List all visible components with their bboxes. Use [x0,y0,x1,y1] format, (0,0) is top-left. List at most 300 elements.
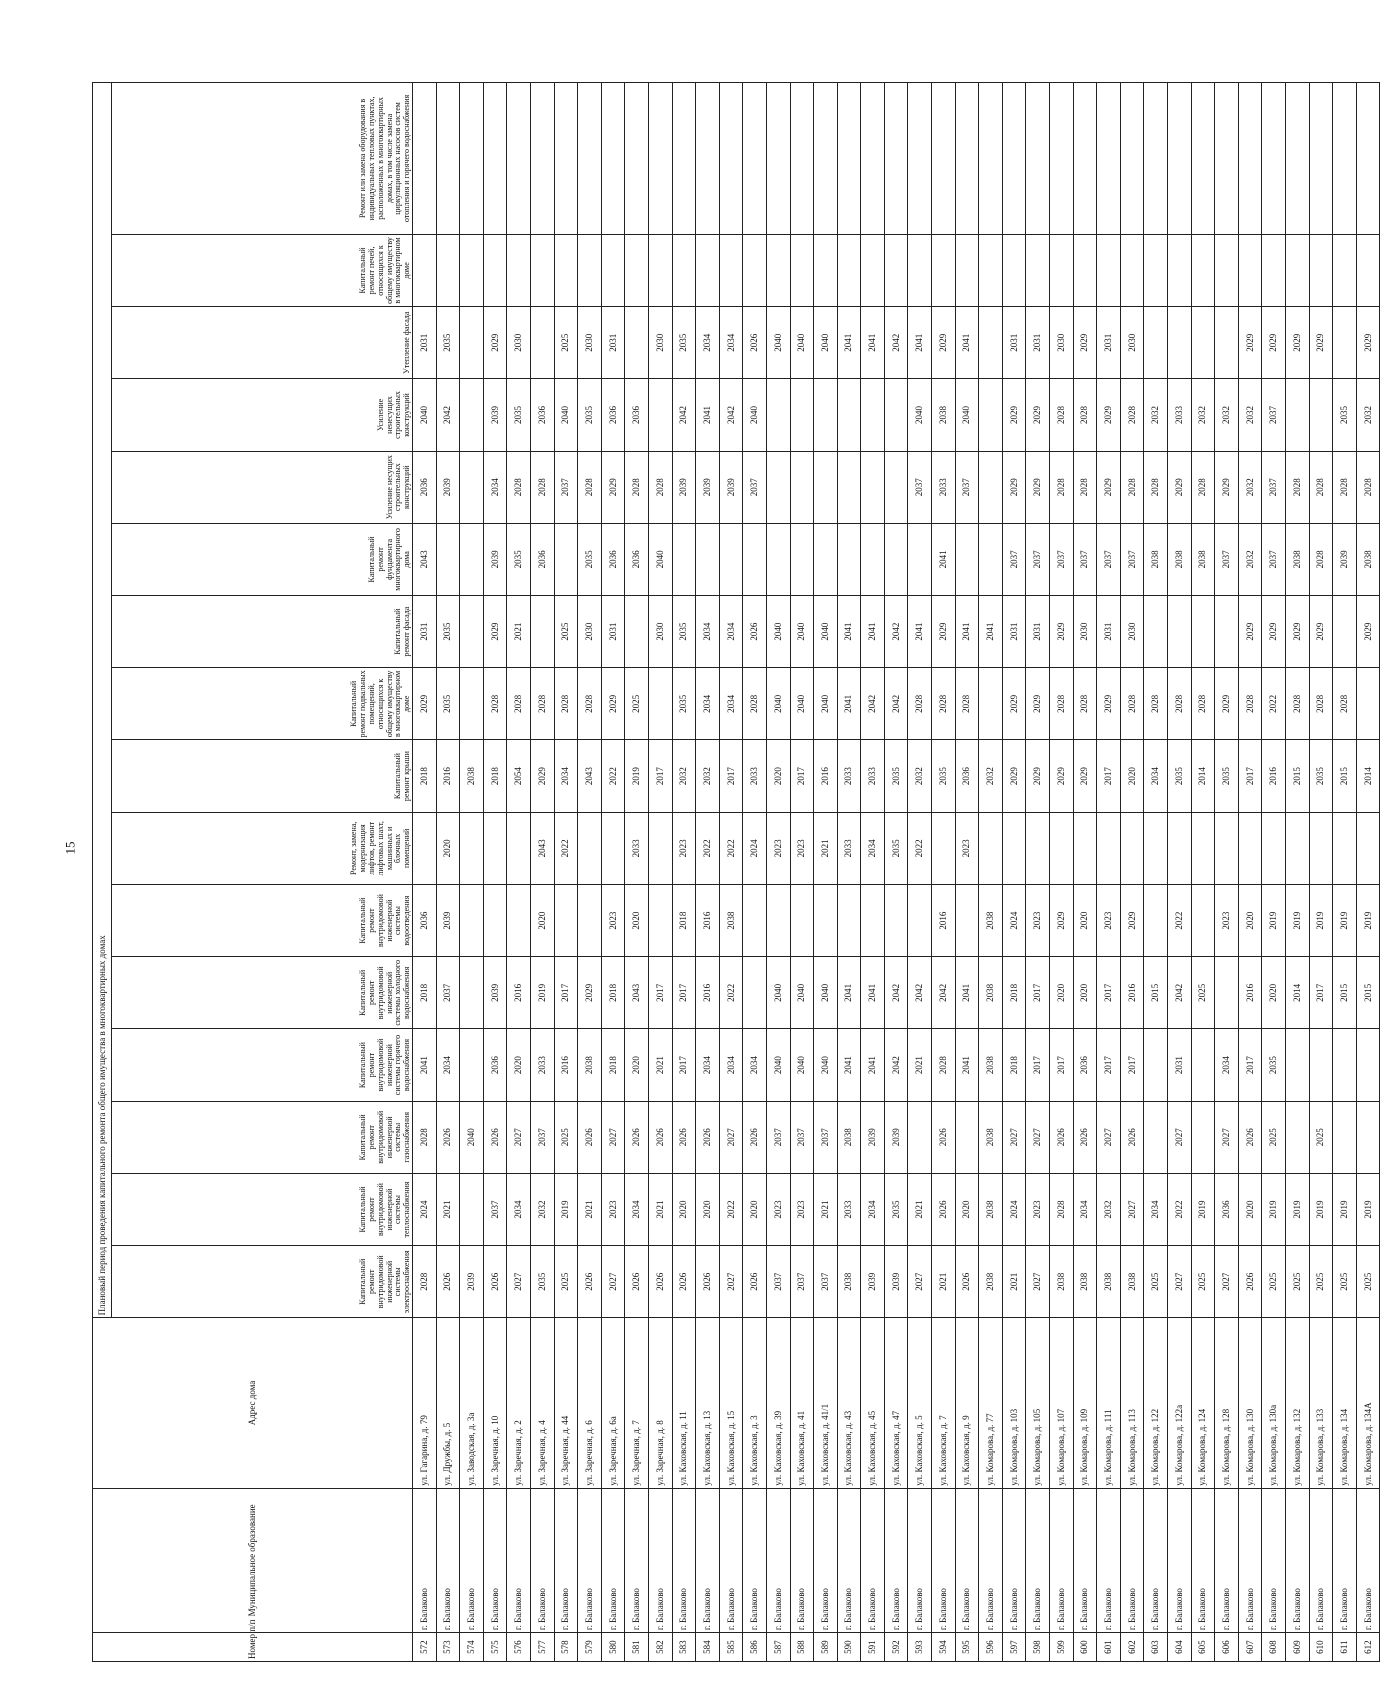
row-year-cell: 2028 [1333,668,1357,740]
row-year-cell: 2020 [625,884,649,956]
row-year-cell [1144,1101,1168,1173]
row-year-cell: 2029 [932,596,956,668]
row-year-cell: 2028 [1120,451,1144,523]
row-year-cell: 2028 [908,668,932,740]
row-year-cell [460,812,484,884]
row-year-cell: 2029 [1238,307,1262,379]
row-year-cell: 2029 [1050,596,1074,668]
row-year-cell: 2020 [1238,1173,1262,1245]
row-year-cell: 2036 [1073,1029,1097,1101]
row-year-cell: 2029 [601,451,625,523]
row-year-cell: 2022 [1262,668,1286,740]
row-year-cell: 2017 [1238,1029,1262,1101]
row-address: ул. Комарова, д. 128 [1215,1318,1239,1488]
row-year-cell [436,523,460,595]
row-year-cell: 2033 [837,812,861,884]
row-municipality: г. Балаково [1333,1488,1357,1632]
page-number: 15 [62,841,78,855]
row-number: 585 [719,1633,743,1662]
row-year-cell: 2017 [1238,740,1262,812]
table-row [719,83,743,1662]
row-year-cell [460,307,484,379]
row-year-cell: 2033 [530,1029,554,1101]
row-year-cell: 2027 [507,1101,531,1173]
row-year-cell: 2034 [1144,1173,1168,1245]
row-year-cell [625,596,649,668]
row-year-cell: 2039 [672,451,696,523]
row-year-cell: 2026 [1050,1101,1074,1173]
row-year-cell: 2016 [1262,740,1286,812]
row-year-cell: 2017 [1097,740,1121,812]
row-year-cell: 2028 [955,668,979,740]
row-year-cell: 2029 [1238,596,1262,668]
row-year-cell [413,812,437,884]
row-year-cell: 2043 [578,740,602,812]
row-number: 584 [696,1633,720,1662]
row-year-cell: 2020 [1073,884,1097,956]
row-year-cell: 2038 [1356,523,1380,595]
table-row [861,83,885,1662]
row-year-cell: 2040 [766,668,790,740]
row-year-cell: 2034 [1144,740,1168,812]
row-year-cell [1026,812,1050,884]
row-year-cell: 2017 [719,740,743,812]
row-municipality: г. Балаково [908,1488,932,1632]
row-year-cell: 2040 [814,1029,838,1101]
header-column [112,596,413,668]
row-year-cell: 2038 [979,1246,1003,1318]
row-year-cell: 2031 [1097,596,1121,668]
row-year-cell [837,523,861,595]
row-year-cell: 2037 [814,1246,838,1318]
row-address: ул. Каховская, д. 47 [884,1318,908,1488]
row-municipality: г. Балаково [507,1488,531,1632]
row-year-cell: 2030 [1120,307,1144,379]
row-year-cell: 2021 [814,1173,838,1245]
row-year-cell [979,307,1003,379]
row-year-cell [696,234,720,306]
row-address: ул. Комарова, д. 77 [979,1318,1003,1488]
row-year-cell: 2028 [625,451,649,523]
row-year-cell: 2029 [1215,451,1239,523]
row-address: ул. Заречная, д. 7 [625,1318,649,1488]
row-year-cell [554,83,578,235]
row-year-cell: 2040 [554,379,578,451]
row-year-cell: 2040 [790,1029,814,1101]
row-year-cell: 2020 [507,1029,531,1101]
table-row [1333,83,1357,1662]
header-column-label: Капитальный ремонт фасада [393,606,412,657]
header-column-label: Капитальный ремонт внутридомовой инженерной системы горячего водоснабжения [358,1034,412,1096]
row-year-cell [578,83,602,235]
row-year-cell: 2037 [790,1101,814,1173]
row-municipality: г. Балаково [719,1488,743,1632]
header-column-label: Ремонт, замена, модернизация лифтов, ремонт лифтовых шахт, машинных и блочных помещений [349,821,412,876]
row-number: 603 [1144,1633,1168,1662]
row-year-cell: 2035 [672,668,696,740]
row-year-cell: 2027 [1215,1246,1239,1318]
row-number: 601 [1097,1633,1121,1662]
row-year-cell: 2029 [1120,884,1144,956]
row-year-cell [460,523,484,595]
row-year-cell [766,451,790,523]
row-year-cell: 2041 [861,307,885,379]
row-address: ул. Гагарина, д. 79 [413,1318,437,1488]
row-year-cell [578,234,602,306]
row-year-cell: 2029 [1026,451,1050,523]
table-row [436,83,460,1662]
row-address: ул. Комарова, д. 122а [1168,1318,1192,1488]
row-year-cell: 2042 [672,379,696,451]
row-year-cell: 2030 [578,307,602,379]
row-year-cell: 2023 [601,1173,625,1245]
row-year-cell: 2037 [766,1246,790,1318]
row-year-cell: 2020 [1238,884,1262,956]
row-municipality: г. Балаково [884,1488,908,1632]
row-year-cell: 2031 [413,596,437,668]
row-year-cell: 2022 [601,740,625,812]
row-address: ул. Комарова, д. 132 [1285,1318,1309,1488]
row-year-cell: 2036 [625,379,649,451]
row-year-cell: 2041 [696,379,720,451]
row-year-cell: 2031 [1002,596,1026,668]
row-year-cell [837,83,861,235]
row-year-cell: 2021 [932,1246,956,1318]
row-year-cell: 2038 [1120,1246,1144,1318]
row-year-cell: 2028 [1309,523,1333,595]
row-year-cell [837,234,861,306]
row-year-cell [1144,234,1168,306]
row-year-cell: 2026 [483,1246,507,1318]
row-year-cell: 2028 [1050,379,1074,451]
row-address: ул. Комарова, д. 107 [1050,1318,1074,1488]
header-column [112,451,413,523]
row-municipality: г. Балаково [979,1488,1003,1632]
row-address: ул. Комарова, д. 113 [1120,1318,1144,1488]
row-number: 597 [1002,1633,1026,1662]
row-year-cell [1356,1029,1380,1101]
row-municipality: г. Балаково [1002,1488,1026,1632]
row-year-cell [1333,234,1357,306]
row-year-cell: 2030 [578,596,602,668]
table-row [507,83,531,1662]
row-year-cell: 2040 [743,379,767,451]
row-municipality: г. Балаково [1262,1488,1286,1632]
row-year-cell: 2016 [436,740,460,812]
row-year-cell: 2040 [908,379,932,451]
row-year-cell: 2037 [908,451,932,523]
row-year-cell [601,83,625,235]
row-year-cell: 2028 [1050,451,1074,523]
row-year-cell: 2016 [696,884,720,956]
row-year-cell [1309,379,1333,451]
row-year-cell [554,234,578,306]
row-year-cell [1168,812,1192,884]
row-year-cell [648,379,672,451]
row-year-cell [1333,307,1357,379]
row-year-cell: 2015 [1333,957,1357,1029]
row-year-cell [1215,812,1239,884]
row-year-cell: 2038 [837,1101,861,1173]
row-year-cell [1285,1029,1309,1101]
row-year-cell: 2028 [1285,451,1309,523]
row-number: 607 [1238,1633,1262,1662]
row-year-cell: 2028 [1144,451,1168,523]
row-number: 593 [908,1633,932,1662]
row-municipality: г. Балаково [1120,1488,1144,1632]
row-year-cell: 2016 [507,957,531,1029]
row-number: 611 [1333,1633,1357,1662]
table-row [1191,83,1215,1662]
row-year-cell [1356,812,1380,884]
header-column-label: Утепление фасада [402,311,412,374]
row-address: ул. Каховская, д. 41/1 [814,1318,838,1488]
row-year-cell [861,234,885,306]
row-year-cell [1238,83,1262,235]
row-year-cell [814,379,838,451]
row-year-cell [908,1101,932,1173]
header-column-label: Усиление ненесущих строительных конструкций [375,391,412,439]
row-year-cell: 2032 [1356,379,1380,451]
row-address: ул. Каховская, д. 15 [719,1318,743,1488]
row-year-cell [1168,234,1192,306]
row-year-cell: 2038 [979,884,1003,956]
row-year-cell: 2025 [554,1246,578,1318]
row-address: ул. Заречная, д. 10 [483,1318,507,1488]
row-year-cell: 2028 [530,668,554,740]
table-row [932,83,956,1662]
row-year-cell: 2031 [413,307,437,379]
row-year-cell [554,884,578,956]
table-row [1262,83,1286,1662]
row-year-cell [1120,83,1144,235]
row-year-cell: 2035 [1168,740,1192,812]
row-year-cell: 2020 [1262,957,1286,1029]
row-year-cell: 2038 [1073,1246,1097,1318]
row-number: 578 [554,1633,578,1662]
table-row [837,83,861,1662]
row-year-cell [884,379,908,451]
row-year-cell: 2026 [1073,1101,1097,1173]
row-year-cell [979,83,1003,235]
row-year-cell: 2021 [648,1173,672,1245]
row-year-cell: 2040 [790,596,814,668]
row-year-cell [436,234,460,306]
row-year-cell [1285,83,1309,235]
row-year-cell: 2025 [1309,1101,1333,1173]
row-address: ул. Комарова, д. 124 [1191,1318,1215,1488]
row-number: 581 [625,1633,649,1662]
row-year-cell [1191,812,1215,884]
row-year-cell: 2032 [979,740,1003,812]
row-year-cell: 2026 [625,1101,649,1173]
row-year-cell: 2015 [1144,957,1168,1029]
row-year-cell [1285,234,1309,306]
row-year-cell: 2037 [1002,523,1026,595]
row-year-cell: 2036 [413,451,437,523]
row-year-cell: 2018 [413,740,437,812]
row-year-cell: 2041 [413,1029,437,1101]
row-year-cell: 2038 [1050,1246,1074,1318]
row-year-cell: 2037 [1026,523,1050,595]
row-year-cell [979,523,1003,595]
row-year-cell: 2037 [1120,523,1144,595]
row-year-cell: 2020 [436,812,460,884]
row-year-cell: 2043 [625,957,649,1029]
row-year-cell: 2022 [1168,1173,1192,1245]
row-year-cell: 2039 [861,1246,885,1318]
row-year-cell [1309,83,1333,235]
row-year-cell: 2029 [1026,740,1050,812]
row-year-cell [507,884,531,956]
row-year-cell: 2054 [507,740,531,812]
row-year-cell [1002,234,1026,306]
row-year-cell: 2039 [483,379,507,451]
row-municipality: г. Балаково [1215,1488,1239,1632]
row-address: ул. Заречная, д. 44 [554,1318,578,1488]
row-year-cell: 2019 [530,957,554,1029]
row-year-cell: 2019 [1285,1173,1309,1245]
row-year-cell: 2023 [1026,884,1050,956]
row-year-cell [908,523,932,595]
row-year-cell: 2017 [554,957,578,1029]
table-row [578,83,602,1662]
row-year-cell: 2023 [955,812,979,884]
row-municipality: г. Балаково [955,1488,979,1632]
row-year-cell: 2034 [554,740,578,812]
table-row [955,83,979,1662]
row-year-cell [530,596,554,668]
row-year-cell [1333,1101,1357,1173]
row-year-cell: 2036 [530,379,554,451]
header-column-label: Капитальный ремонт внутридомовой инженерной системы теплоснабжения [358,1181,412,1238]
row-year-cell: 2034 [743,1029,767,1101]
row-year-cell: 2029 [1097,451,1121,523]
row-year-cell [648,668,672,740]
row-year-cell: 2021 [648,1029,672,1101]
row-year-cell [861,523,885,595]
row-year-cell [1333,1029,1357,1101]
row-year-cell [483,234,507,306]
header-column-label: Капитальный ремонт крыши [393,751,412,802]
table-row [1168,83,1192,1662]
row-number: 612 [1356,1633,1380,1662]
row-year-cell [790,451,814,523]
row-year-cell: 2028 [507,451,531,523]
row-year-cell: 2017 [1309,957,1333,1029]
row-year-cell: 2017 [1050,1029,1074,1101]
row-municipality: г. Балаково [1309,1488,1333,1632]
row-number: 591 [861,1633,885,1662]
table-row [1144,83,1168,1662]
row-year-cell: 2017 [1097,1029,1121,1101]
row-year-cell: 2020 [672,1173,696,1245]
row-year-cell: 2027 [1120,1173,1144,1245]
row-number: 573 [436,1633,460,1662]
row-year-cell: 2030 [1120,596,1144,668]
row-address: ул. Заречная, д. 8 [648,1318,672,1488]
header-column-label: Капитальный ремонт печей, относящихся к общему имуществу в многоквартирном доме [358,237,412,304]
row-year-cell: 2037 [483,1173,507,1245]
row-year-cell: 2022 [554,812,578,884]
header-column [112,234,413,306]
row-address: ул. Каховская, д. 41 [790,1318,814,1488]
row-number: 577 [530,1633,554,1662]
row-year-cell: 2025 [1356,1246,1380,1318]
row-year-cell: 2043 [530,812,554,884]
row-year-cell: 2040 [766,307,790,379]
row-year-cell [979,668,1003,740]
row-year-cell: 2032 [1238,451,1262,523]
row-year-cell: 2040 [814,957,838,1029]
row-year-cell: 2036 [1215,1173,1239,1245]
row-year-cell: 2035 [672,596,696,668]
row-year-cell: 2026 [625,1246,649,1318]
row-year-cell: 2029 [1097,668,1121,740]
row-year-cell: 2038 [1144,523,1168,595]
row-year-cell: 2038 [578,1029,602,1101]
row-year-cell: 2038 [979,957,1003,1029]
row-municipality: г. Балаково [601,1488,625,1632]
row-year-cell: 2026 [743,596,767,668]
row-year-cell: 2026 [743,1101,767,1173]
row-year-cell [648,812,672,884]
row-year-cell: 2041 [861,1029,885,1101]
row-year-cell: 2017 [1026,1029,1050,1101]
row-year-cell [837,884,861,956]
row-municipality: г. Балаково [1356,1488,1380,1632]
row-year-cell: 2029 [1002,451,1026,523]
table-row [483,83,507,1662]
row-year-cell [1120,812,1144,884]
row-year-cell: 2042 [719,379,743,451]
table-row [1356,83,1380,1662]
row-year-cell [1238,812,1262,884]
row-year-cell: 2018 [1002,957,1026,1029]
row-municipality: г. Балаково [672,1488,696,1632]
row-year-cell: 2038 [932,379,956,451]
row-year-cell: 2041 [837,957,861,1029]
row-year-cell [554,523,578,595]
row-year-cell: 2027 [1168,1246,1192,1318]
row-year-cell [861,379,885,451]
row-year-cell: 2037 [790,1246,814,1318]
row-year-cell: 2022 [1168,884,1192,956]
row-year-cell: 2018 [601,1029,625,1101]
row-year-cell [460,668,484,740]
row-year-cell: 2036 [601,379,625,451]
row-year-cell [648,83,672,235]
row-year-cell: 2029 [1215,668,1239,740]
row-number: 574 [460,1633,484,1662]
row-year-cell: 2036 [530,523,554,595]
row-year-cell: 2028 [1120,379,1144,451]
row-year-cell: 2035 [672,307,696,379]
row-year-cell: 2033 [837,1173,861,1245]
row-municipality: г. Балаково [460,1488,484,1632]
row-year-cell: 2029 [1309,596,1333,668]
row-year-cell [1191,1101,1215,1173]
header-column [112,812,413,884]
row-year-cell [814,83,838,235]
row-year-cell [743,234,767,306]
row-year-cell: 2032 [1144,379,1168,451]
row-year-cell: 2036 [601,523,625,595]
row-year-cell: 2034 [1073,1173,1097,1245]
row-year-cell [1262,812,1286,884]
row-year-cell: 2019 [1356,1173,1380,1245]
row-number: 608 [1262,1633,1286,1662]
